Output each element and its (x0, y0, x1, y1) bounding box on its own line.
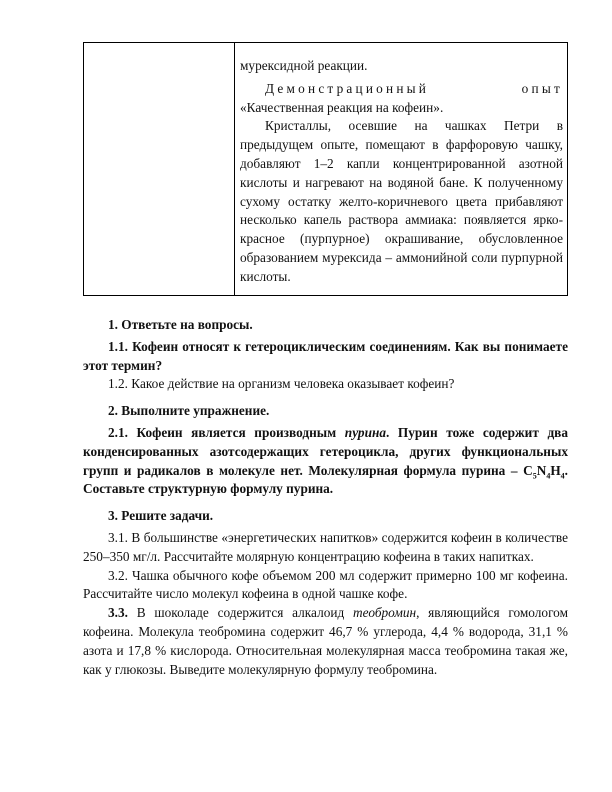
question-3-3 (83, 604, 568, 679)
formula-n: N (536, 462, 547, 478)
q3-3-term: теобромин (353, 605, 417, 621)
formula-sub: 5 (532, 471, 537, 481)
formula-h: H (550, 462, 561, 478)
q2-1-text-b: . Пурин тоже содержит два конденсированных азотсодержащих гетероцикла, других функциональных групп и радикалов в молекуле нет. Молекулярная формула пурина – C (83, 424, 569, 478)
q2-1-text-c: . Составьте структурную формулу пурина. (83, 462, 568, 497)
section-3-title: 3. Решите задачи. (108, 508, 214, 524)
q3-3-number: 3.3. (108, 605, 128, 621)
question-3-2: 3.2. Чашка обычного кофе объемом 200 мл содержит примерно 100 мг кофеина. Рассчитайте число молекул кофеина в одной чашке кофе. (83, 567, 568, 602)
experiment-table (83, 42, 568, 296)
table-right-cell (235, 43, 567, 295)
demo-text: Кристаллы, осевшие на чашках Петри в предыдущем опыте, помещают в фарфоровую чашку, добавляют 1–2 капли концентрированной азотной кислоты и нагревают на водяной бане. К полученному сухому остатку желто-коричневого цвета прибавляют несколько капель раствора аммиака: появляется ярко-красное (пурпурное) окрашивание, обусловленное образованием мурексида – аммонийной соли пурпурной кислоты. (240, 118, 563, 284)
question-1-1: 1.1. Кофеин относят к гетероциклическим соединениям. Как вы понимаете этот термин? (83, 338, 568, 373)
demo-label: Демонстрационный опыт (265, 80, 563, 96)
question-2-1 (83, 424, 568, 499)
continuation-text: мурексидной реакции. (240, 58, 368, 73)
question-3-1: 3.1. В большинстве «энергетических напитков» содержится кофеин в количестве 250–350 мг/л. Рассчитайте молярную концентрацию кофеина в таких напитках. (83, 529, 568, 564)
formula-sub: 4 (560, 471, 565, 481)
section-1-title: 1. Ответьте на вопросы. (108, 317, 253, 332)
section-2-title: 2. Выполните упражнение. (108, 403, 270, 419)
demo-title: «Качественная реакция на кофеин». (240, 99, 444, 115)
q3-3-text-a: В шоколаде содержится алкалоид (127, 605, 354, 621)
table-left-cell (84, 43, 235, 295)
q3-3-text-b: , являющийся гомологом кофеина. Молекула теобромина содержит 46,7 % углерода, 4,4 % водорода, 31,1 % азота и 17,8 % кислорода. Относительная молекулярная масса теобромина такая же, как у глюкозы. Выведите молекулярную формулу теобромина. (83, 605, 568, 677)
question-1-2: 1.2. Какое действие на организм человека оказывает кофеин? (108, 376, 455, 392)
formula-sub: 4 (546, 471, 551, 481)
demo-heading (240, 80, 563, 118)
assignment-body (83, 308, 568, 679)
q2-1-text-a: 2.1. Кофеин является производным (108, 424, 345, 440)
q2-1-term: пурина (344, 424, 386, 440)
